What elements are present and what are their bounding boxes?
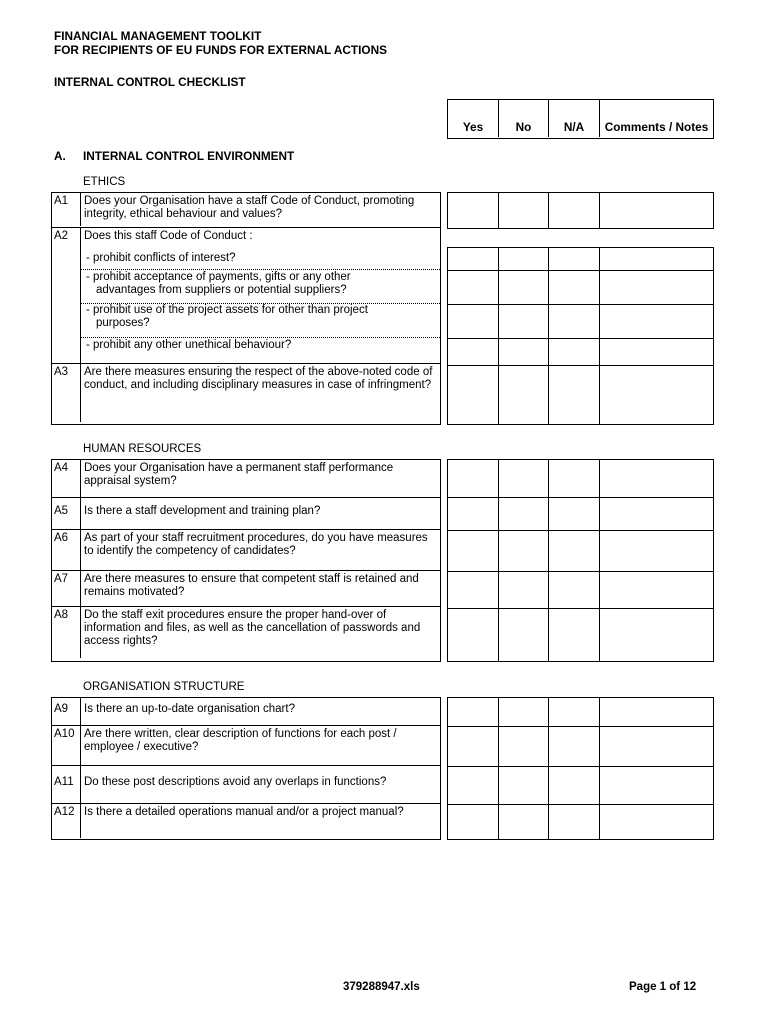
- answer-comments-cell[interactable]: [600, 572, 713, 608]
- question-id: A6: [52, 530, 81, 570]
- answer-no-cell[interactable]: [499, 609, 549, 661]
- answer-no-cell[interactable]: [499, 366, 549, 424]
- question-a2-a3: [51, 228, 441, 425]
- sub-question: [81, 304, 440, 338]
- org-answer-rows: [447, 697, 714, 840]
- question-a9: [52, 698, 440, 726]
- answer-yes-cell[interactable]: [448, 498, 499, 530]
- question-text: Does your Organisation have a permanent staff performance appraisal system?: [84, 462, 394, 487]
- question-text: Do the staff exit procedures ensure the proper hand-over of information and files, as well as the cancellation of passwords and access rights?: [84, 609, 421, 647]
- question-a10: [52, 726, 440, 766]
- column-yes: Yes: [448, 100, 499, 137]
- answer-yes-cell[interactable]: [448, 767, 499, 804]
- answer-comments-cell[interactable]: [600, 805, 713, 839]
- answer-no-cell[interactable]: [499, 727, 549, 766]
- answer-comments-cell[interactable]: [600, 531, 713, 571]
- question-text: Does this staff Code of Conduct :: [84, 230, 253, 242]
- answer-na-cell[interactable]: [549, 698, 600, 726]
- answer-na-cell[interactable]: [549, 366, 600, 424]
- answer-na-cell[interactable]: [549, 339, 600, 365]
- hr-questions: [51, 459, 441, 662]
- question-a2: [52, 228, 440, 364]
- answer-rows-a2-a3: [447, 247, 714, 425]
- answer-comments-cell[interactable]: [600, 305, 713, 338]
- question-text: Are there written, clear description of functions for each post / employee / executive?: [84, 728, 397, 753]
- answer-comments-cell[interactable]: [600, 460, 713, 497]
- footer-page-number: Page 1 of 12: [629, 981, 697, 993]
- question-a1: [51, 192, 441, 228]
- answer-no-cell[interactable]: [499, 339, 549, 365]
- sub-question: - prohibit conflicts of interest?: [81, 248, 440, 270]
- question-a11: [52, 766, 440, 804]
- answer-no-cell[interactable]: [499, 767, 549, 804]
- question-text: Are there measures to ensure that competent staff is retained and remains motivated?: [84, 573, 419, 598]
- question-id: A12: [52, 804, 81, 838]
- answer-no-cell[interactable]: [499, 805, 549, 839]
- question-id: A4: [52, 460, 81, 497]
- answer-na-cell[interactable]: [549, 531, 600, 571]
- answer-na-cell[interactable]: [549, 767, 600, 804]
- hr-answer-rows: [447, 459, 714, 662]
- question-a3: [52, 364, 440, 422]
- answer-yes-cell[interactable]: [448, 698, 499, 726]
- ethics-heading: ETHICS: [83, 176, 126, 188]
- column-no: No: [499, 100, 549, 137]
- answer-yes-cell[interactable]: [448, 366, 499, 424]
- answer-no-cell[interactable]: [499, 460, 549, 497]
- answer-na-cell[interactable]: [549, 460, 600, 497]
- answer-comments-cell[interactable]: [600, 339, 713, 365]
- answer-no-cell[interactable]: [499, 248, 549, 270]
- hr-heading: HUMAN RESOURCES: [83, 443, 202, 455]
- answer-no-cell[interactable]: [499, 271, 549, 304]
- checklist-title: INTERNAL CONTROL CHECKLIST: [54, 75, 246, 89]
- question-text: As part of your staff recruitment procedures, do you have measures to identify the competency of candidates?: [84, 532, 428, 557]
- question-id: A9: [52, 698, 81, 725]
- answer-comments-cell[interactable]: [600, 727, 713, 766]
- column-comments: Comments / Notes: [604, 120, 709, 134]
- answer-na-cell[interactable]: [549, 248, 600, 270]
- column-na: N/A: [549, 100, 600, 137]
- answer-na-cell[interactable]: [549, 193, 600, 228]
- question-a8: [52, 607, 440, 658]
- answer-comments-cell[interactable]: [600, 609, 713, 661]
- answer-na-cell[interactable]: [549, 572, 600, 608]
- question-id: A1: [52, 193, 81, 226]
- toolkit-title: FINANCIAL MANAGEMENT TOOLKIT: [54, 29, 262, 43]
- sub-question-line: - prohibit acceptance of payments, gifts or any other: [86, 271, 351, 283]
- question-id: A10: [52, 726, 81, 765]
- answer-no-cell[interactable]: [499, 572, 549, 608]
- sub-question: [81, 270, 440, 304]
- question-a4: [52, 460, 440, 498]
- question-text: Do these post descriptions avoid any overlaps in functions?: [84, 776, 387, 788]
- question-text: Does your Organisation have a staff Code of Conduct, promoting integrity, ethical behaviour and values?: [84, 195, 415, 220]
- answer-yes-cell[interactable]: [448, 572, 499, 608]
- question-a6: [52, 530, 440, 571]
- sub-question: - prohibit any other unethical behaviour?: [86, 339, 292, 351]
- answer-column-headers: [447, 99, 714, 139]
- answer-comments-cell[interactable]: [600, 366, 713, 424]
- answer-comments-cell[interactable]: [600, 193, 713, 228]
- question-a5: [52, 498, 440, 530]
- question-id: A3: [52, 364, 81, 422]
- answer-no-cell[interactable]: [499, 698, 549, 726]
- question-a7: [52, 571, 440, 607]
- question-text: Is there an up-to-date organisation chart?: [84, 703, 295, 715]
- section-letter: A.: [54, 149, 66, 163]
- footer-filename: 379288947.xls: [343, 981, 420, 993]
- answer-no-cell[interactable]: [499, 305, 549, 338]
- answer-na-cell[interactable]: [549, 498, 600, 530]
- sub-question-line: advantages from suppliers or potential suppliers?: [96, 284, 347, 296]
- answer-na-cell[interactable]: [549, 609, 600, 661]
- answer-yes-cell[interactable]: [448, 193, 499, 228]
- answer-yes-cell[interactable]: [448, 727, 499, 766]
- toolkit-subtitle: FOR RECIPIENTS OF EU FUNDS FOR EXTERNAL ACTIONS: [54, 43, 387, 57]
- org-questions: [51, 697, 441, 840]
- answer-na-cell[interactable]: [549, 305, 600, 338]
- answer-comments-cell[interactable]: [600, 698, 713, 726]
- question-a12: [52, 804, 440, 838]
- org-heading: ORGANISATION STRUCTURE: [83, 681, 245, 693]
- answer-yes-cell[interactable]: [448, 339, 499, 365]
- answer-na-cell[interactable]: [549, 271, 600, 304]
- answer-comments-cell[interactable]: [600, 767, 713, 804]
- answer-yes-cell[interactable]: [448, 531, 499, 571]
- answer-yes-cell[interactable]: [448, 460, 499, 497]
- answer-yes-cell[interactable]: [448, 305, 499, 338]
- answer-yes-cell[interactable]: [448, 271, 499, 304]
- answer-yes-cell[interactable]: [448, 805, 499, 839]
- answer-comments-cell[interactable]: [600, 498, 713, 530]
- answer-comments-cell[interactable]: [600, 248, 713, 270]
- question-id: A8: [52, 607, 81, 658]
- question-id: A5: [52, 498, 81, 529]
- answer-no-cell[interactable]: [499, 498, 549, 530]
- answer-no-cell[interactable]: [499, 193, 549, 228]
- question-text: Are there measures ensuring the respect of the above-noted code of conduct, and including disciplinary measures in case of infringment?: [84, 366, 433, 391]
- question-id: A7: [52, 571, 81, 606]
- sub-question-line: purposes?: [96, 317, 150, 329]
- question-text: Is there a staff development and training plan?: [84, 505, 321, 517]
- answer-yes-cell[interactable]: [448, 248, 499, 270]
- section-title: INTERNAL CONTROL ENVIRONMENT: [83, 149, 295, 163]
- answer-na-cell[interactable]: [549, 805, 600, 839]
- answer-comments-cell[interactable]: [600, 271, 713, 304]
- question-text: Is there a detailed operations manual and/or a project manual?: [84, 806, 404, 818]
- answer-no-cell[interactable]: [499, 531, 549, 571]
- answer-row-a1: [447, 192, 714, 229]
- answer-na-cell[interactable]: [549, 727, 600, 766]
- question-id: A2: [52, 228, 81, 363]
- sub-question-line: - prohibit use of the project assets for other than project: [86, 304, 368, 316]
- answer-yes-cell[interactable]: [448, 609, 499, 661]
- question-id: A11: [52, 766, 81, 803]
